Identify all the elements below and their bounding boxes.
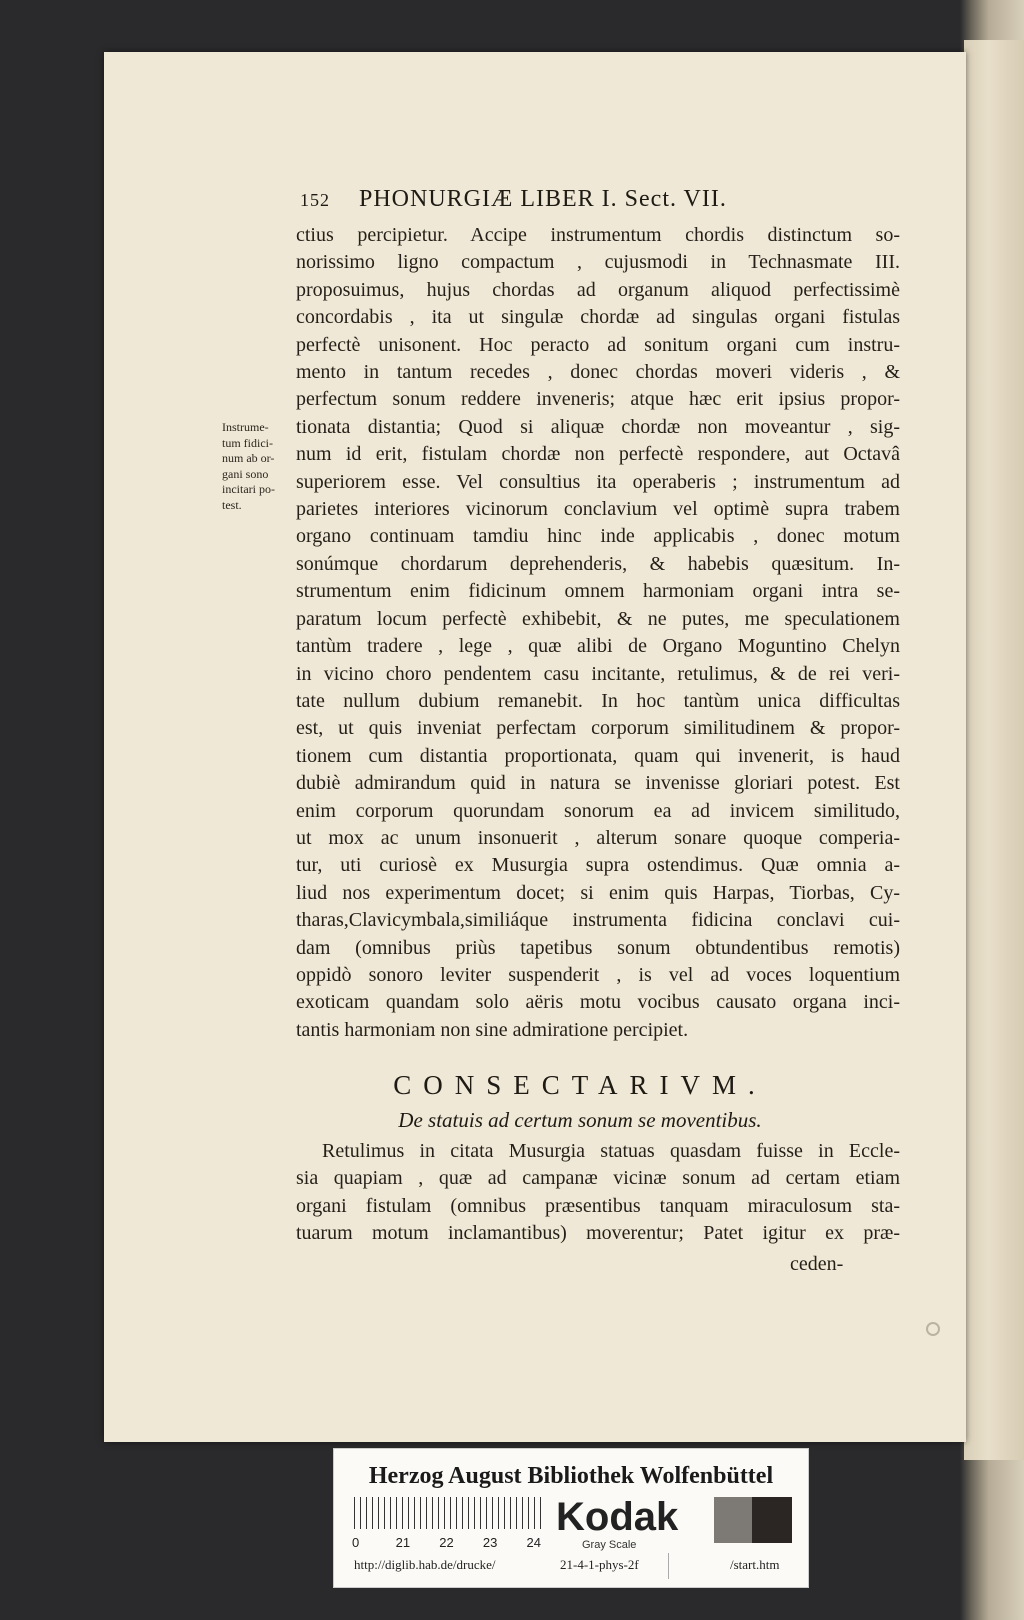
margin-note-line: tum fidici- [222,435,273,450]
text-line: in vicino choro pendentem casu incitante, retulimus, & de rei veri- [296,662,900,685]
source-url-part: /start.htm [730,1557,780,1572]
text-line: Retulimus in citata Musurgia statuas quasdam fuisse in Eccle- [322,1140,900,1162]
section-text [296,1138,900,1248]
source-url-part: 21-4-1-phys-2f [560,1557,639,1572]
text-line: concordabis , ita ut singulæ chordæ ad singulas organi fistulas [296,306,900,329]
color-calibration-card [333,1448,809,1588]
running-title: PHONURGIÆ LIBER I. Sect. VII. [359,186,727,212]
text-line: tharas,Clavicymbala,similiáque instrumenta fidicina conclavi cui- [296,909,900,932]
text-line: tur, uti curiosè ex Musurgia supra ostendimus. Quæ omnia a- [296,854,900,877]
text-line: ctius percipietur. Accipe instrumentum chordis distinctum so- [296,224,900,246]
text-line: norissimo ligno compactum , cujusmodi in Technasmate III. [296,251,900,274]
text-line: tionem cum distantia proportionata, quam qui invenerit, is haud [296,744,900,767]
text-line: sia quapiam , quæ ad campanæ vicinæ sonum ad certam etiam [296,1167,900,1190]
text-line: num id erit, fistulam chordæ non perfectè respondere, aut Octavâ [296,443,900,466]
brand-subtitle: Gray Scale [582,1539,637,1551]
text-line: exoticam quandam solo aëris motu vocibus causato organa inci- [296,991,900,1014]
ruler-number: 21 [395,1535,411,1550]
text-line: strumentum enim fidicinum omnem harmoniam organi intra se- [296,580,900,603]
text-line: organi fistulam (omnibus præsentibus tanquam miraculosum sta- [296,1194,900,1217]
margin-note-line: num ab or- [222,451,275,465]
divider [668,1553,669,1579]
text-line: enim corporum quorundam sonorum ea ad invicem similitudo, [296,799,900,822]
text-line: dubiè admirandum quid in natura se invenisse gloriari potest. Est [296,772,900,795]
text-line: paratum locum perfectè exhibebit, & ne putes, me speculationem [296,607,900,630]
margin-note-line: gani sono [222,466,269,481]
text-line: sonúmque chordarum deprehenderis, & habebis quæsitum. In- [296,552,900,575]
text-line: oppidò sonoro leviter suspenderit , is vel ad voces loquentium [296,963,900,986]
running-header [300,186,880,213]
text-line: superiorem esse. Vel consultius ita operaberis ; instrumentum ad [296,470,900,493]
text-line: proposuimus, hujus chordas ad organum aliquod perfectissimè [296,278,900,301]
text-line: tantis harmoniam non sine admiratione percipiet. [296,1018,689,1041]
gray-patch [714,1497,752,1543]
text-line: dam (omnibus priùs tapetibus sonum obtundentibus remotis) [296,936,900,959]
text-line: tantùm tradere , lege , quæ alibi de Organo Moguntino Chelyn [296,635,900,658]
margin-note [222,420,296,513]
text-line: tionata distantia; Quod si aliquæ chordæ non moveantur , sig- [296,415,900,438]
page-mark [926,1322,940,1336]
ruler-number: 0 [352,1535,360,1550]
ruler-numbers [352,1535,567,1550]
library-title: Herzog August Bibliothek Wolfenbüttel [368,1463,774,1489]
text-line: tate nullum dubium remanebit. In hoc tantùm unica difficultas [296,689,900,712]
section-title: CONSECTARIVM. [393,1070,767,1100]
text-line: ut mox ac unum insonuerit , alterum sonare quoque comperia- [296,826,900,849]
text-line: perfectum sonum reddere inveneris; atque hæc erit ipsius propor- [296,388,900,411]
text-line: organo continuam tamdiu hinc inde applicabis , donec motum [296,525,900,548]
source-url-part: http://diglib.hab.de/drucke/ [354,1557,496,1572]
text-line: est, ut quis inveniat perfectam corporum similitudinem & propor- [296,717,900,740]
margin-note-line: Instrume- [222,420,269,434]
page-number: 152 [300,190,330,210]
main-text [296,222,900,1044]
text-line: mento in tantum recedes , donec chordas moveri videris , & [296,361,900,384]
brand-logo: Kodak [556,1495,679,1539]
margin-note-line: incitari po- [222,482,275,496]
ruler-number: 24 [526,1535,541,1550]
ruler-number: 23 [482,1535,498,1550]
text-line: tuarum motum inclamantibus) moverentur; Patet igitur ex præ- [296,1222,900,1245]
section-subtitle: De statuis ad certum sonum se moventibus. [398,1108,762,1132]
black-patch [752,1497,792,1543]
margin-note-line: test. [222,497,242,512]
text-line: liud nos experimentum docet; si enim quis Harpas, Tiorbas, Cy- [296,881,900,904]
text-line: perfectè unisonent. Hoc peracto ad sonitum organi cum instru- [296,333,900,356]
facing-page-edge [964,40,1024,1460]
catchword: ceden- [790,1253,844,1275]
ruler-number: 22 [439,1535,454,1550]
text-line: parietes interiores vicinorum conclavium vel optimè supra trabem [296,498,900,521]
ruler-scale [354,1497,544,1529]
